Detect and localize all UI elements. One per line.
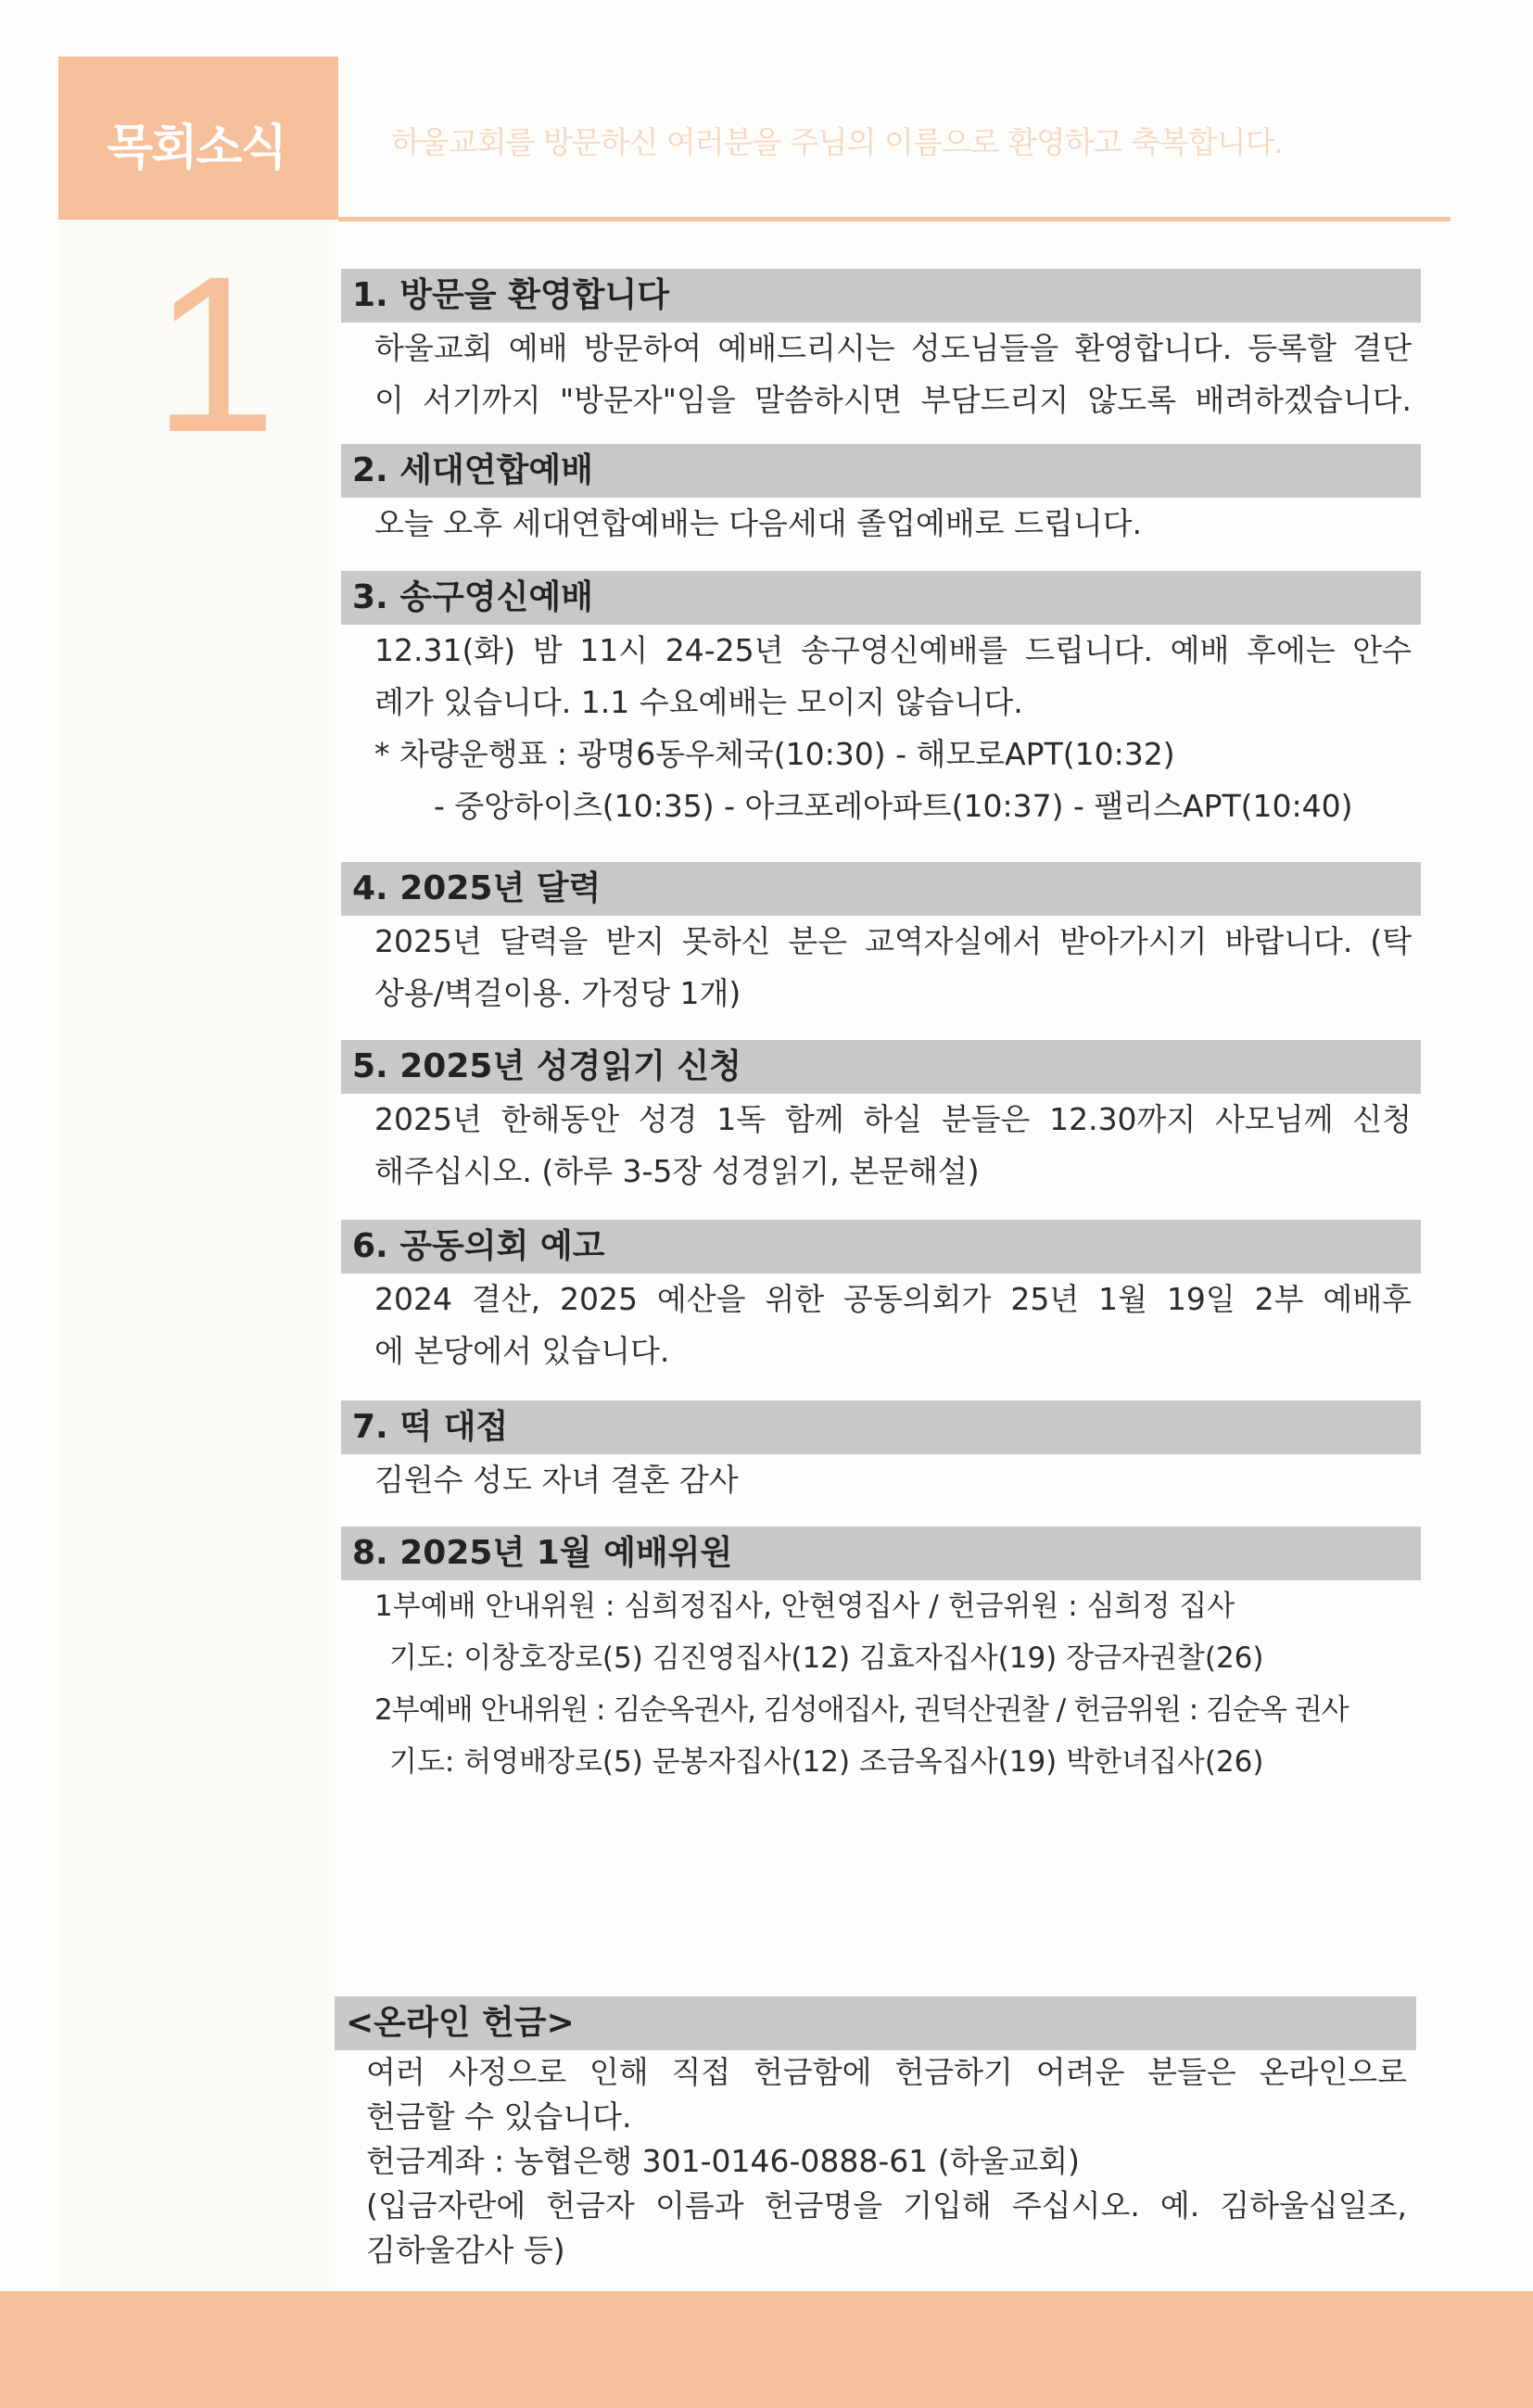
notice-line: 하울교회 예배 방문하여 예배드리시는 성도님들을 환영합니다. 등록할 결단 [374, 330, 1412, 366]
notice-line: 2025년 한해동안 성경 1독 함께 하실 분들은 12.30까지 사모님께 신청 [374, 1101, 1412, 1137]
footer-band [0, 2291, 1533, 2408]
notice-line: 오늘 오후 세대연합예배는 다음세대 졸업예배로 드립니다. [374, 505, 1143, 541]
notice-title: 4. 2025년 달력 [341, 862, 1421, 916]
notice-line: 김원수 성도 자녀 결혼 감사 [374, 1462, 739, 1498]
notice-8 [341, 1527, 1421, 1788]
online-offering-title: <온라인 헌금> [335, 1996, 1416, 2050]
notice-line: 상용/벽걸이용. 가정당 1개) [374, 975, 741, 1011]
notice-3 [341, 571, 1421, 832]
online-offering [335, 1996, 1416, 2273]
left-margin-column [58, 220, 336, 2291]
notice-1 [341, 269, 1421, 426]
notice-title: 8. 2025년 1월 예배위원 [341, 1527, 1421, 1580]
notice-line: 이 서기까지 "방문자"임을 말씀하시면 부담드리지 않도록 배려하겠습니다. [374, 382, 1412, 418]
online-line: 여러 사정으로 인해 직접 헌금함에 헌금하기 어려운 분들은 온라인으로 [366, 2054, 1407, 2090]
notice-line: 2부예배 안내위원 : 김순옥권사, 김성애집사, 권덕산권찰 / 헌금위원 : 김순옥 권사 [374, 1693, 1349, 1727]
online-line: 헌금할 수 있습니다. [366, 2098, 632, 2135]
online-line: (입금자란에 헌금자 이름과 헌금명을 기입해 주십시오. 예. 김하울십일조, [366, 2187, 1407, 2224]
notice-line: 해주십시오. (하루 3-5장 성경읽기, 본문해설) [374, 1153, 980, 1189]
page-number: 1 [153, 230, 277, 478]
notice-2 [341, 444, 1421, 550]
notice-4 [341, 862, 1421, 1020]
notice-title: 7. 떡 대접 [341, 1400, 1421, 1454]
online-line: 김하울감사 등) [366, 2232, 565, 2268]
notice-line: * 차량운행표 : 광명6동우체국(10:30) - 해모로APT(10:32) [374, 736, 1175, 772]
notice-title: 6. 공동의회 예고 [341, 1220, 1421, 1274]
notice-title: 3. 송구영신예배 [341, 571, 1421, 625]
notice-line: 에 본당에서 있습니다. [374, 1333, 670, 1369]
header-divider [338, 217, 1451, 222]
notice-line: - 중앙하이츠(10:35) - 아크포레아파트(10:37) - 팰리스APT(10:40) [434, 788, 1353, 824]
notice-title: 5. 2025년 성경읽기 신청 [341, 1040, 1421, 1094]
page-subtitle: 하울교회를 방문하신 여러분을 주님의 이름으로 환영하고 축복합니다. [391, 124, 1283, 160]
notice-line: 례가 있습니다. 1.1 수요예배는 모이지 않습니다. [374, 684, 1023, 720]
bank-account: 헌금계좌 : 농협은행 301-0146-0888-61 (하울교회) [366, 2143, 1081, 2179]
notice-5 [341, 1040, 1421, 1198]
notice-line: 2025년 달력을 받지 못하신 분은 교역자실에서 받아가시기 바랍니다. (탁 [374, 923, 1412, 959]
notice-line: 1부예배 안내위원 : 심희정집사, 안현영집사 / 헌금위원 : 심희정 집사 [374, 1590, 1235, 1623]
notice-line: 기도: 허영배장로(5) 문봉자집사(12) 조금옥집사(19) 박한녀집사(26) [389, 1745, 1264, 1779]
notice-title: 2. 세대연합예배 [341, 444, 1421, 498]
notice-line: 기도: 이창호장로(5) 김진영집사(12) 김효자집사(19) 장금자권찰(26) [389, 1641, 1264, 1675]
notice-7 [341, 1400, 1421, 1506]
notice-title: 1. 방문을 환영합니다 [341, 269, 1421, 323]
page-title: 목회소식 [107, 120, 285, 176]
notice-line: 12.31(화) 밤 11시 24-25년 송구영신예배를 드립니다. 예배 후에는 안수 [374, 632, 1412, 668]
notice-6 [341, 1220, 1421, 1377]
notice-line: 2024 결산, 2025 예산을 위한 공동의회가 25년 1월 19일 2부 예배후 [374, 1281, 1412, 1317]
